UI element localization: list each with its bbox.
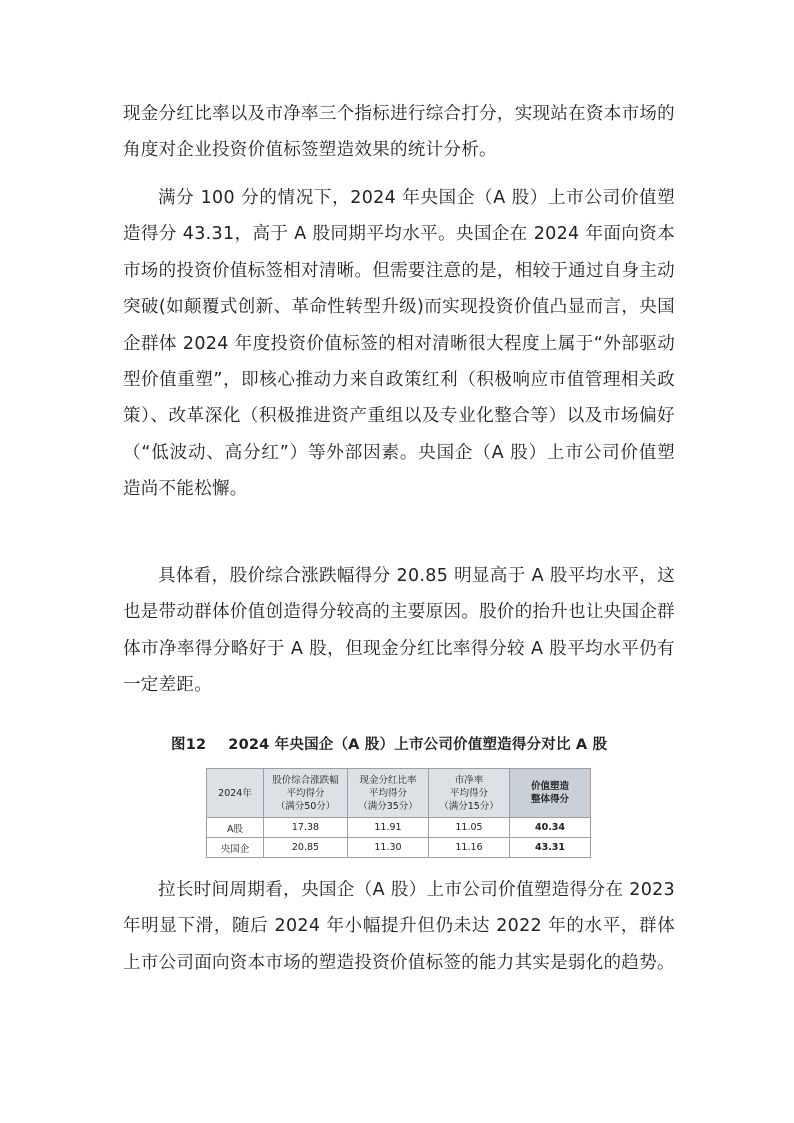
figure-title: 2024 年央国企（A 股）上市公司价值塑造得分对比 A 股 (228, 737, 608, 753)
cell-price-change: 17.38 (264, 818, 348, 838)
row-label: 央国企 (207, 838, 264, 858)
figure-number: 图12 (171, 737, 207, 753)
score-comparison-table (206, 768, 591, 858)
row-label: A股 (207, 818, 264, 838)
cell-total: 40.34 (510, 818, 591, 838)
header-pb-ratio-score: 市净率 平均得分 （满分15分） (429, 769, 510, 818)
cell-total: 43.31 (510, 838, 591, 858)
header-dividend-ratio-score: 现金分红比率 平均得分 （满分35分） (348, 769, 429, 818)
cell-price-change: 20.85 (264, 838, 348, 858)
paragraph-long-term-trend: 拉长时间周期看，央国企（A 股）上市公司价值塑造得分在 2023 年明显下滑，随后 2024 年小幅提升但仍未达 2022 年的水平，群体上市公司面向资本市场的塑造投资价值标签的能力其实是弱化的趋势。 (123, 880, 675, 973)
header-price-change-score: 股价综合涨跌幅 平均得分 （满分50分） (264, 769, 348, 818)
table-row (207, 838, 591, 858)
cell-pb-ratio: 11.05 (429, 818, 510, 838)
paragraph-intro: 现金分红比率以及市净率三个指标进行综合打分，实现站在资本市场的角度对企业投资价值标签塑造效果的统计分析。 (123, 104, 675, 161)
cell-dividend-ratio: 11.91 (348, 818, 429, 838)
paragraph-score-overview: 满分 100 分的情况下，2024 年央国企（A 股）上市公司价值塑造得分 43.31，高于 A 股同期平均水平。央国企在 2024 年面向资本市场的投资价值标签相对清晰。但需要注意的是，相较于通过自身主动突破(如颠覆式创新、革命性转型升级)而实现投资价值凸显而言，央国企群体 2024 年度投资价值标签的相对清晰很大程度上属于“外部驱动型价值重塑”，即核心推动力来自政策红利（积极响应市值管理相关政策）、改革深化（积极推进资产重组以及专业化整合等）以及市场偏好（“低波动、高分红”）等外部因素。央国企（A 股）上市公司价值塑造尚不能松懈。 (123, 188, 675, 500)
table-header-row (207, 769, 591, 818)
paragraph-score-detail: 具体看，股价综合涨跌幅得分 20.85 明显高于 A 股平均水平，这也是带动群体价值创造得分较高的主要原因。股价的抬升也让央国企群体市净率得分略好于 A 股，但现金分红比率得分较 A 股平均水平仍有一定差距。 (123, 566, 675, 696)
figure-caption (171, 733, 631, 754)
header-year: 2024年 (207, 769, 264, 818)
header-total-score: 价值塑造 整体得分 (510, 769, 591, 818)
cell-pb-ratio: 11.16 (429, 838, 510, 858)
table-row (207, 818, 591, 838)
cell-dividend-ratio: 11.30 (348, 838, 429, 858)
